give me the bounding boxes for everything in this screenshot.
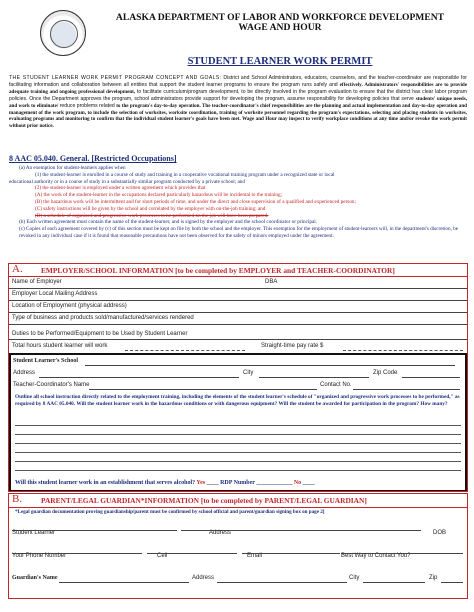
mailing-address-field[interactable] bbox=[9, 289, 467, 301]
email-input[interactable] bbox=[242, 553, 340, 554]
section-a-title: EMPLOYER/SCHOOL INFORMATION [to be completed by EMPLOYER and TEACHER-COORDINATOR] bbox=[41, 266, 395, 275]
regulation-title: 8 AAC 05.040. General. [Restricted Occupations] bbox=[9, 154, 177, 163]
outline-line-1[interactable] bbox=[15, 425, 461, 426]
employer-name-label: Name of Employer bbox=[12, 279, 62, 285]
teacher-coordinator-label: Teacher-Coordinator's Name bbox=[13, 382, 90, 388]
alcohol-no[interactable]: No bbox=[293, 480, 302, 486]
dba-label: DBA bbox=[265, 279, 278, 285]
school-city-input[interactable] bbox=[259, 377, 369, 378]
contact-no-input[interactable] bbox=[353, 389, 460, 390]
teacher-coordinator-input[interactable] bbox=[89, 389, 317, 390]
school-zip-label: Zip Code bbox=[373, 370, 398, 376]
guardian-city-input[interactable] bbox=[363, 582, 425, 583]
alcohol-question-row bbox=[15, 480, 315, 486]
cell-input[interactable] bbox=[147, 553, 237, 554]
concept-body-3: reduce problems related bbox=[59, 102, 115, 109]
student-address-input[interactable] bbox=[181, 530, 421, 531]
program-concept-paragraph bbox=[9, 75, 467, 130]
state-seal-icon bbox=[40, 10, 86, 56]
concept-bold-3: to the program's day-to-day operation. The teacher-coordinator's chief responsibilities are the planning and actual implementation and day-to-day operation and management of the work program, to include the selection of worksites, worksite coordination, training of worksite personnel regarding the program's expectations, selecting and placing students in worksites, evaluating programs and monitoring to confirm that the individual student learner's goals have been met. Wage and Hour may inspect to verify workplace conditions at any time and/or revoke the work permit without prior notice. bbox=[9, 102, 467, 130]
location-field[interactable] bbox=[9, 301, 467, 313]
email-label: Email bbox=[247, 553, 263, 559]
hours-row bbox=[9, 340, 467, 353]
student-learner-input[interactable] bbox=[12, 530, 177, 531]
school-address-input[interactable] bbox=[39, 377, 239, 378]
outline-line-5[interactable] bbox=[15, 461, 461, 462]
guardian-address-input[interactable] bbox=[217, 582, 347, 583]
concept-lead: THE STUDENT LEARNER WORK PERMIT PROGRAM CONCEPT AND GOALS: bbox=[9, 75, 222, 81]
phone-label: Your Phone Number bbox=[12, 553, 67, 559]
pay-rate-label: Straight-time pay rate $ bbox=[261, 343, 324, 349]
best-way-input[interactable] bbox=[341, 553, 463, 554]
alcohol-yes-blank: ____ bbox=[206, 480, 219, 486]
reg-a-C: (C) safety instructions will be given by the school and correlated by the employer with on-the-job training; and bbox=[35, 205, 266, 212]
guardian-zip-input[interactable] bbox=[441, 582, 463, 583]
guardian-address-label: Address bbox=[192, 575, 215, 581]
duties-label: Duties to be Performed/Equipment to be Used by Student Learner bbox=[12, 331, 188, 337]
guardian-name-input[interactable] bbox=[59, 582, 189, 583]
phone-input[interactable] bbox=[12, 553, 142, 554]
school-zip-input[interactable] bbox=[402, 377, 460, 378]
section-a-letter: A. bbox=[12, 263, 23, 275]
agency-heading bbox=[95, 13, 465, 33]
total-hours-input[interactable] bbox=[125, 350, 245, 351]
reg-a1-cont: educational authority or in a course of study in a substantially similar program conducted by a private school; and bbox=[9, 178, 245, 185]
section-a-employer-school bbox=[8, 263, 468, 492]
alcohol-question: Will this student learner work in an establishment that serves alcohol? bbox=[15, 480, 196, 486]
section-b-title: PARENT/LEGAL GUARDIAN*INFORMATION [to be completed by PARENT/LEGAL GUARDIAN] bbox=[41, 496, 367, 505]
best-way-label: Best Way to Contact You? bbox=[341, 553, 411, 559]
total-hours-label: Total hours student learner will work bbox=[12, 343, 108, 349]
guardian-note: *Legal guardian documentation proving guardianship/parent must be confirmed by school official and parent/guardian signing box on page 2] bbox=[15, 509, 325, 515]
student-address-label: Address bbox=[209, 530, 232, 536]
instruction-outline-text: Outline all school instruction directly related to the employment training, including the elements of the student learner's schedule of "organized and progressive work processes to be performed," as required by 8 AAC 05.040. Will the student learner work in the hazardous conditions or with dangerous equipment? Will the student be awarded for participation in the program? How many? bbox=[15, 394, 460, 407]
reg-a2: (2) the student-learner is employed under a written agreement which provides that bbox=[35, 185, 206, 192]
school-info-box bbox=[9, 353, 467, 491]
duties-field[interactable] bbox=[9, 330, 467, 340]
employer-name-field[interactable] bbox=[9, 277, 467, 289]
rdp-number-input[interactable]: ____________ bbox=[256, 480, 293, 486]
guardian-name-label: Guardian's Name bbox=[12, 575, 58, 581]
alcohol-no-blank: ____ bbox=[302, 480, 315, 486]
reg-a: (a) An exemption for student-learners applies when bbox=[19, 165, 126, 171]
concept-body-1: District and School Administrators, educators, counselors, and the teacher-coordinator are responsible for facilitating information and collaboration between all entities that support the student learner programs to ensure the program runs safely and bbox=[9, 75, 467, 88]
concept-bold-1: effectively. Administrators' responsibilities are to provide adequate training and ongoing professional development, bbox=[9, 81, 467, 95]
location-label: Location of Employment (physical address) bbox=[12, 303, 127, 309]
contact-no-label: Contact No. bbox=[320, 382, 352, 388]
reg-b: (b) Each written agreement must contain the name of the student-learner, and is signed by the employer and the school coordinator or principal. bbox=[19, 219, 317, 226]
guardian-city-label: City bbox=[349, 575, 360, 581]
reg-a-D: (D) a schedule of organized and progressive work processes to be performed on the job will have been prepared. bbox=[35, 212, 269, 219]
reg-a-B: (B) the hazardous work will be intermittent and for short periods of time, and under the direct and close supervision of a qualified and experienced person; bbox=[35, 198, 356, 205]
form-title: STUDENT LEARNER WORK PERMIT bbox=[187, 56, 373, 67]
rdp-number-label: RDP Number bbox=[220, 480, 255, 486]
reg-a1: (1) the student-learner is enrolled in a course of study and training in a cooperative vocational training program under a recognized state or local bbox=[35, 171, 335, 178]
reg-a-A: (A) the work of the student-learner in the occupations declared particularly hazardous will be incidental to the training; bbox=[35, 192, 283, 199]
regulation-text bbox=[9, 165, 467, 240]
section-a-header bbox=[9, 264, 467, 277]
outline-line-6[interactable] bbox=[15, 470, 461, 471]
concept-bold-2: students' unique needs, and work to eliminate/ bbox=[9, 95, 467, 109]
outline-line-3[interactable] bbox=[15, 443, 461, 444]
student-learner-label: Student Learner bbox=[12, 530, 56, 536]
reg-c: (c) Copies of each agreement covered by (c) of this section must be kept on file by both the school and the employer. This exemption for the employment of student-learners will, in the department's discretion, be revoked in any individual case if it is found that reasonable precautions have not been observed for the safety of minors employed under the agreement. bbox=[19, 226, 459, 239]
school-address-label: Address bbox=[13, 370, 36, 376]
business-type-label: Type of business and products sold/manufactured/services rendered bbox=[12, 315, 194, 321]
section-b-letter: B. bbox=[12, 493, 23, 505]
school-label: Student Learner's School bbox=[13, 358, 79, 364]
guardian-zip-label: Zip bbox=[429, 575, 438, 581]
school-input[interactable] bbox=[85, 365, 455, 366]
school-city-label: City bbox=[243, 370, 254, 376]
outline-line-4[interactable] bbox=[15, 452, 461, 453]
agency-line-2: WAGE AND HOUR bbox=[238, 22, 322, 33]
alcohol-yes[interactable]: Yes bbox=[196, 480, 206, 486]
cell-label: Cell bbox=[157, 553, 168, 559]
outline-line-2[interactable] bbox=[15, 434, 461, 435]
section-b-header bbox=[9, 494, 467, 508]
section-b-parent-guardian bbox=[8, 493, 468, 599]
business-type-field[interactable] bbox=[9, 313, 467, 325]
dob-label: DOB bbox=[433, 530, 447, 536]
concept-body-2: to facilitate curriculum/program development, to be directly involved in the program evaluation to ensure that the district has clear labor program policies. Once the Department approves the program, school administrators provide support for developing the program, assume responsibility for developing policies that serve bbox=[9, 88, 468, 102]
pay-rate-input[interactable] bbox=[343, 350, 463, 351]
agency-line-1: ALASKA DEPARTMENT OF LABOR AND WORKFORCE DEVELOPMENT bbox=[115, 12, 445, 23]
mailing-address-label: Employer Local Mailing Address bbox=[12, 291, 98, 297]
